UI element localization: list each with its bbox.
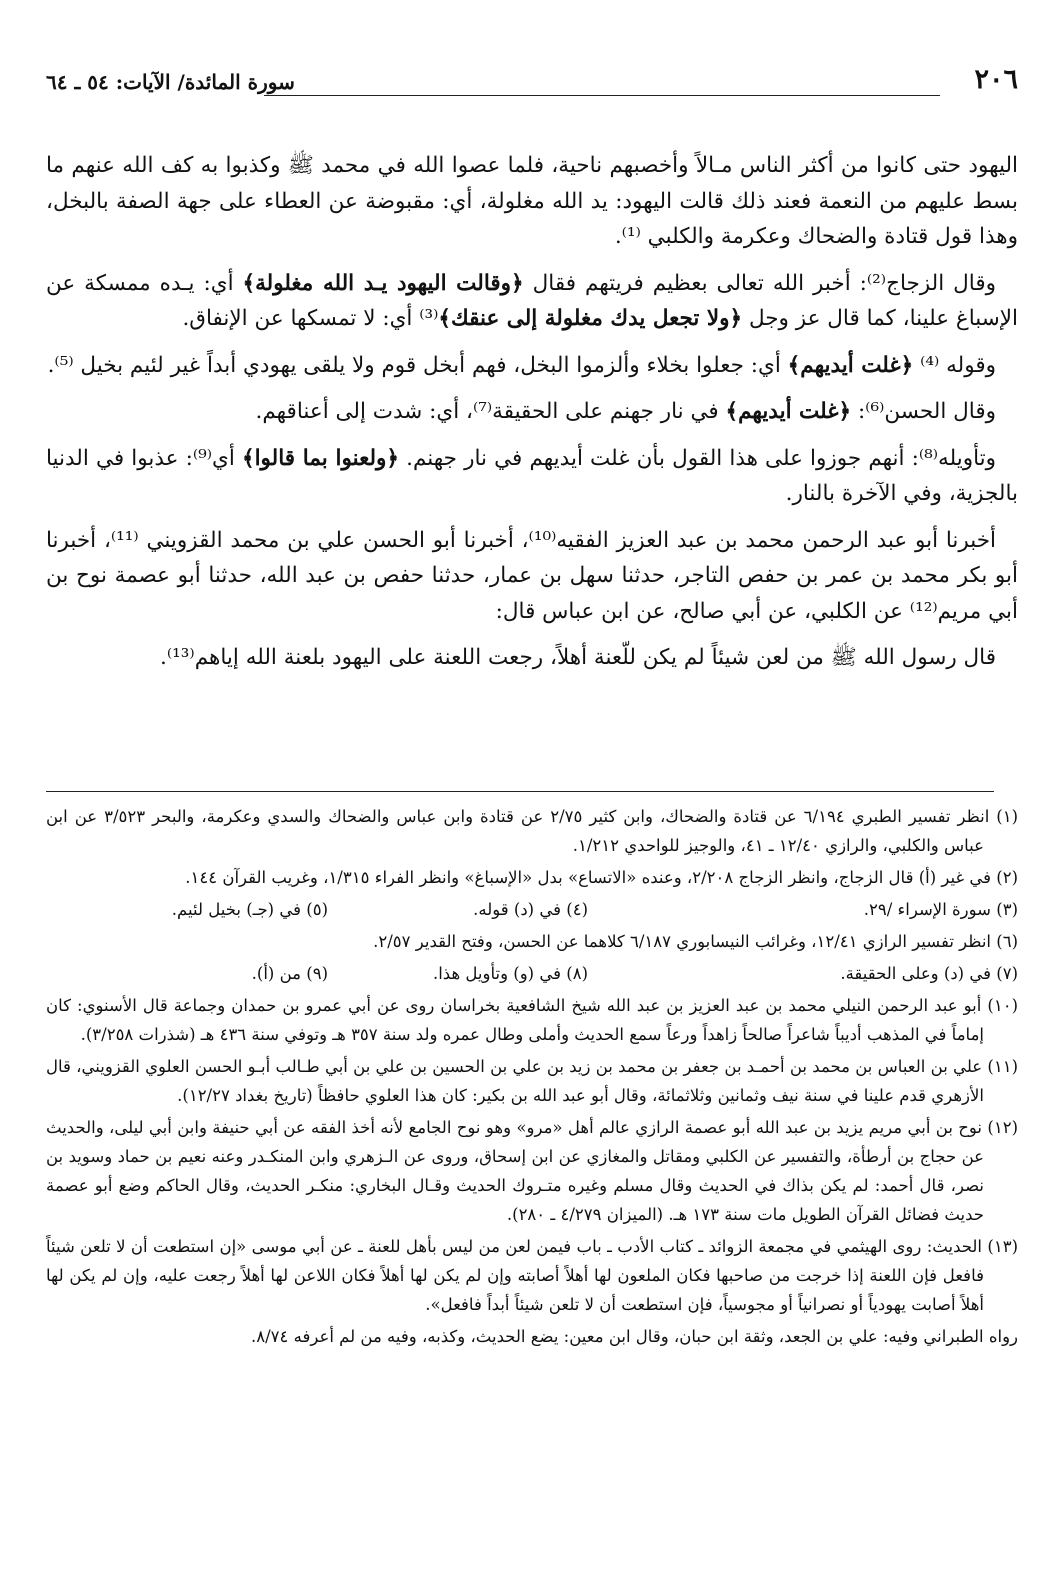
quran-quote: ﴿ولعنوا بما قالوا﴾ <box>241 445 400 471</box>
text-run: وقال الزجاج⁽²⁾: أخبر الله تعالى بعظيم فريتهم فقال <box>523 270 996 296</box>
main-text <box>46 148 1018 687</box>
footnote-13: (١٣) الحديث: روى الهيثمي في مجمعة الزوائد ـ كتاب الأدب ـ باب فيمن لعن من ليس بأهل للعنة ـ عن أبي موسى «إن استطعت أن لا تلعن شيئاً فافعل فإن اللعنة إذا خرجت من صاحبها فكان الملعون لها أهلاً أصابته وإن لم يكن لها أهلاً فكان اللاعن لها أهلاً رجعت عليه، وإن لم يكن لها أهلاً أصابت يهودياً أو نصرانياً أو مجوسياً، فإن استطعت أن لا تلعن شيئاً أبداً فافعل». <box>46 1237 1018 1314</box>
quran-quote: ﴿غلت أيديهم﴾ <box>787 352 914 378</box>
footnote-10: (١٠) أبو عبد الرحمن النيلي محمد بن عبد العزيز بن عبد الله شيخ الشافعية بخراسان روى عن أبي عمرو بن حمدان وجماعة قال الأسنوي: كان إماماً في المذهب أديباً شاعراً صالحاً زاهداً ورعاً سمع الحديث وأملى وطال عمره ولد سنة ٣٥٧ هـ وتوفي سنة ٤٣٦ هـ (شذرات ٣/٢٥٨). <box>46 996 1018 1044</box>
text-run: ⁽³⁾ أي: لا تمسكها عن الإنفاق. <box>182 306 439 331</box>
page-header <box>46 64 1018 104</box>
footnote-3: (٣) سورة الإسراء /٢٩. <box>863 900 1018 919</box>
footnote-row <box>46 895 1018 924</box>
footnote-7: (٧) في (د) وعلى الحقيقة. <box>840 964 1018 983</box>
quran-quote: ﴿غلت أيديهم﴾ <box>725 399 852 424</box>
footnote-separator <box>46 791 994 792</box>
text-run: وقال الحسن⁽⁶⁾: <box>851 399 996 424</box>
footnotes <box>46 802 1018 1354</box>
paragraph-1: اليهود حتى كانوا من أكثر الناس مـالاً وأخصبهم ناحية، فلما عصوا الله في محمد ﷺ وكذبوا به كف الله عنهم ما بسط عليهم من النعمة فعند ذلك قالت اليهود: يد الله مغلولة، أي: مقبوضة عن العطاء على جهة الصفة بالبخل، وهذا قول قتادة والضحاك وعكرمة والكلبي ⁽¹⁾. <box>46 153 1018 249</box>
footnote-11: (١١) علي بن العباس بن محمد بن أحمـد بن جعفر بن محمد بن زيد بن علي بن الحسين بن علي بن أبي طـالب أبـو الحسن العلوي القزويني، قال الأزهري قدم علينا في سنة نيف وثمانين وثلاثمائة، وقال أبو عبد الله بن بكير: كان هذا العلوي حافظاً (تاريخ بغداد ١٢/٢٧). <box>46 1057 1018 1105</box>
footnote-6: (٦) انظر تفسير الرازي ١٢/٤١، وغرائب النيسابوري ٦/١٨٧ كلاهما عن الحسن، وفتح القدير ٢/٥٧. <box>373 932 1018 951</box>
page-number: ٢٠٦ <box>974 64 1018 95</box>
paragraph-7: قال رسول الله ﷺ من لعن شيئاً لم يكن للّعنة أهلاً، رجعت اللعنة على اليهود بلعنة الله إياهم⁽¹³⁾. <box>160 645 996 670</box>
footnote-5: (٥) في (جـ) بخيل لئيم. <box>171 900 328 919</box>
footnote-1: (١) انظر تفسير الطبري ٦/١٩٤ عن قتادة والضحاك، وابن كثير ٢/٧٥ عن قتادة وابن عباس والضحاك والسدي وعكرمة، والبحر ٣/٥٢٣ عن ابن عباس والكلبي، والرازي ١٢/٤٠ ـ ٤١، والوجيز للواحدي ١/٢١٢. <box>46 807 1019 855</box>
text-run: أي⁽⁹⁾: عذبوا في الدنيا بالجزية، وفي الآخرة بالنار. <box>46 445 1018 506</box>
text-run: أي: جعلوا بخلاء وألزموا البخل، فهم أبخل قوم ولا يلقى يهودي أبداً غير لئيم بخيل ⁽⁵⁾. <box>47 352 788 378</box>
footnote-12: (١٢) نوح بن أبي مريم يزيد بن عبد الله أبو عصمة الرازي عالم أهل «مرو» وهو نوح الجامع لأنه أخذ الفقه عن أبي حنيفة وابن أبي ليلى، والحديث عن حجاج بن أرطأة، والتفسير عن الكلبي ومقاتل والمغازي عن ابن إسحاق، وروى عن الـزهري وابن المنكـدر وعنه نعيم بن حماد وسويد بن نصر، قال أحمد: لم يكن بذاك في الحديث وقال مسلم وغيره متـروك الحديث وقـال البخاري: منكـر الحديث، وقال الحاكم وضع أبو عصمة حديث فضائل القرآن الطويل مات سنة ١٧٣ هـ. (الميزان ٤/٢٧٩ ـ ٢٨٠). <box>46 1118 1018 1224</box>
paragraph-2 <box>46 266 1018 337</box>
text-run: وقوله ⁽⁴⁾ <box>913 352 996 378</box>
footnote-9: (٩) من (أ). <box>251 964 328 983</box>
paragraph-6: أخبرنا أبو عبد الرحمن محمد بن عبد العزيز الفقيه⁽¹⁰⁾، أخبرنا أبو الحسن علي بن محمد القزويني ⁽¹¹⁾، أخبرنا أبو بكر محمد بن عمر بن حفص التاجر، حدثنا سهل بن عمار، حدثنا حفص بن عبد الله، حدثنا أبو عصمة نوح بن أبي مريم⁽¹²⁾ عن الكلبي، عن أبي صالح، عن ابن عباس قال: <box>46 527 1018 624</box>
quran-quote: ﴿ولا تجعل يدك مغلولة إلى عنقك﴾ <box>438 306 743 331</box>
footnote-8: (٨) في (و) وتأويل هذا. <box>432 964 588 983</box>
footnote-4: (٤) في (د) قوله. <box>473 900 588 919</box>
text-run: في نار جهنم على الحقيقة⁽⁷⁾، أي: شدت إلى أعناقهم. <box>255 399 726 424</box>
footnote-2: (٢) في غير (أ) قال الزجاج، وانظر الزجاج ٢/٢٠٨، وعنده «الاتساع» بدل «الإسباغ» وانظر الفراء ١/٣١٥، وغريب القرآن ١٤٤. <box>185 868 1018 887</box>
text-run: أي: يـده ممسكة عن الإسباغ علينا، كما قال عز وجل <box>46 270 1018 331</box>
header-rule <box>264 95 940 96</box>
text-run: وتأويله⁽⁸⁾: أنهم جوزوا على هذا القول بأن غلت أيديهم في نار جهنم. <box>399 445 996 471</box>
footnote-row <box>46 959 1018 988</box>
paragraph-4 <box>46 394 1018 430</box>
paragraph-3 <box>46 348 1018 384</box>
paragraph-5 <box>46 441 1018 512</box>
footnote-13-continuation: رواه الطبراني وفيه: علي بن الجعد، وثقة ابن حبان، وقال ابن معين: يضع الحديث، وكذبه، وفيه من لم أعرفه ٨/٧٤. <box>250 1327 1018 1346</box>
quran-quote: ﴿وقالت اليهود يـد الله مغلولة﴾ <box>242 270 524 296</box>
running-head: سورة المائدة/ الآيات: ٥٤ ـ ٦٤ <box>46 70 295 94</box>
